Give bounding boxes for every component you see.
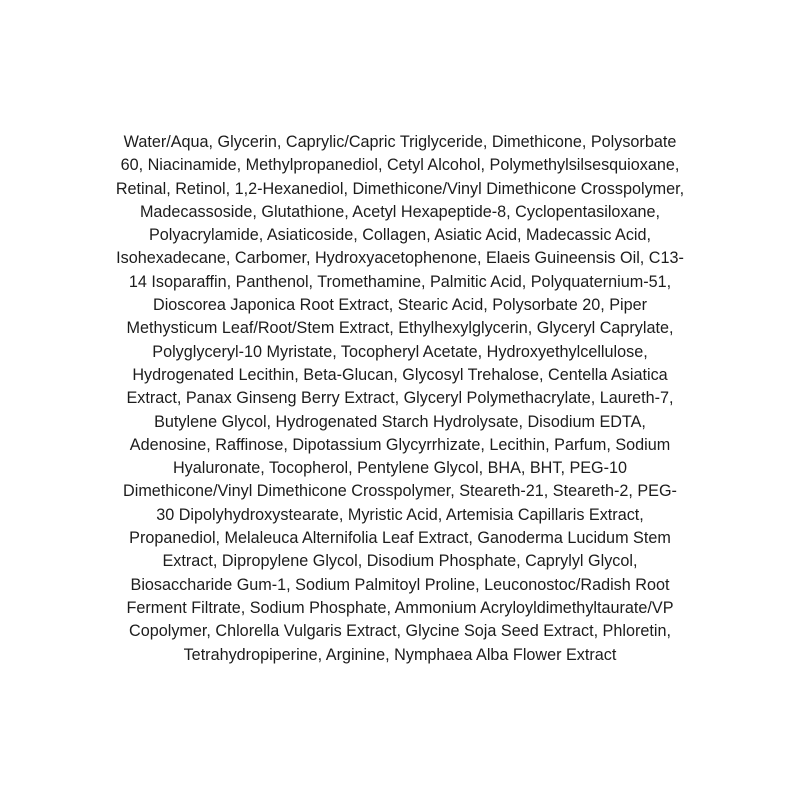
ingredients-line: Extract, Dipropylene Glycol, Disodium Phosphate, Caprylyl Glycol, (162, 552, 638, 571)
ingredients-line: Hyaluronate, Tocopherol, Pentylene Glycol, BHA, BHT, PEG-10 (172, 459, 628, 478)
ingredients-line: Tetrahydropiperine, Arginine, Nymphaea Alba Flower Extract (183, 645, 617, 664)
ingredients-line: Hydrogenated Lecithin, Beta-Glucan, Glycosyl Trehalose, Centella Asiatica (132, 365, 668, 384)
ingredients-line: Biosaccharide Gum-1, Sodium Palmitoyl Proline, Leuconostoc/Radish Root (130, 575, 670, 594)
ingredients-line: Extract, Panax Ginseng Berry Extract, Glyceryl Polymethacrylate, Laureth-7, (126, 389, 674, 408)
ingredients-line: Retinal, Retinol, 1,2-Hexanediol, Dimethicone/Vinyl Dimethicone Crosspolymer, (115, 179, 685, 198)
ingredients-line: Ferment Filtrate, Sodium Phosphate, Ammonium Acryloyldimethyltaurate/VP (126, 598, 674, 617)
ingredients-line: Methysticum Leaf/Root/Stem Extract, Ethylhexylglycerin, Glyceryl Caprylate, (126, 319, 674, 338)
ingredients-line: Madecassoside, Glutathione, Acetyl Hexapeptide-8, Cyclopentasiloxane, (139, 202, 661, 221)
ingredients-line: Adenosine, Raffinose, Dipotassium Glycyrrhizate, Lecithin, Parfum, Sodium (129, 435, 671, 454)
ingredients-list (60, 131, 740, 667)
ingredients-line: Polyglyceryl-10 Myristate, Tocopheryl Acetate, Hydroxyethylcellulose, (152, 342, 648, 361)
ingredients-line: Butylene Glycol, Hydrogenated Starch Hydrolysate, Disodium EDTA, (154, 412, 646, 431)
ingredients-line: Water/Aqua, Glycerin, Caprylic/Capric Triglyceride, Dimethicone, Polysorbate (123, 133, 677, 151)
ingredients-line: 60, Niacinamide, Methylpropanediol, Cetyl Alcohol, Polymethylsilsesquioxane, (120, 156, 680, 175)
ingredients-line: Propanediol, Melaleuca Alternifolia Leaf Extract, Ganoderma Lucidum Stem (129, 529, 671, 548)
ingredients-line: 30 Dipolyhydroxystearate, Myristic Acid, Artemisia Capillaris Extract, (156, 505, 644, 524)
ingredients-line: Dioscorea Japonica Root Extract, Stearic Acid, Polysorbate 20, Piper (153, 296, 647, 315)
ingredients-line: Isohexadecane, Carbomer, Hydroxyacetophenone, Elaeis Guineensis Oil, C13- (116, 249, 684, 268)
ingredients-line: Polyacrylamide, Asiaticoside, Collagen, Asiatic Acid, Madecassic Acid, (148, 226, 652, 245)
ingredients-line: 14 Isoparaffin, Panthenol, Tromethamine, Palmitic Acid, Polyquaternium-51, (128, 272, 672, 291)
ingredients-line: Dimethicone/Vinyl Dimethicone Crosspolymer, Steareth-21, Steareth-2, PEG- (123, 482, 677, 501)
ingredients-line: Copolymer, Chlorella Vulgaris Extract, Glycine Soja Seed Extract, Phloretin, (129, 622, 671, 641)
